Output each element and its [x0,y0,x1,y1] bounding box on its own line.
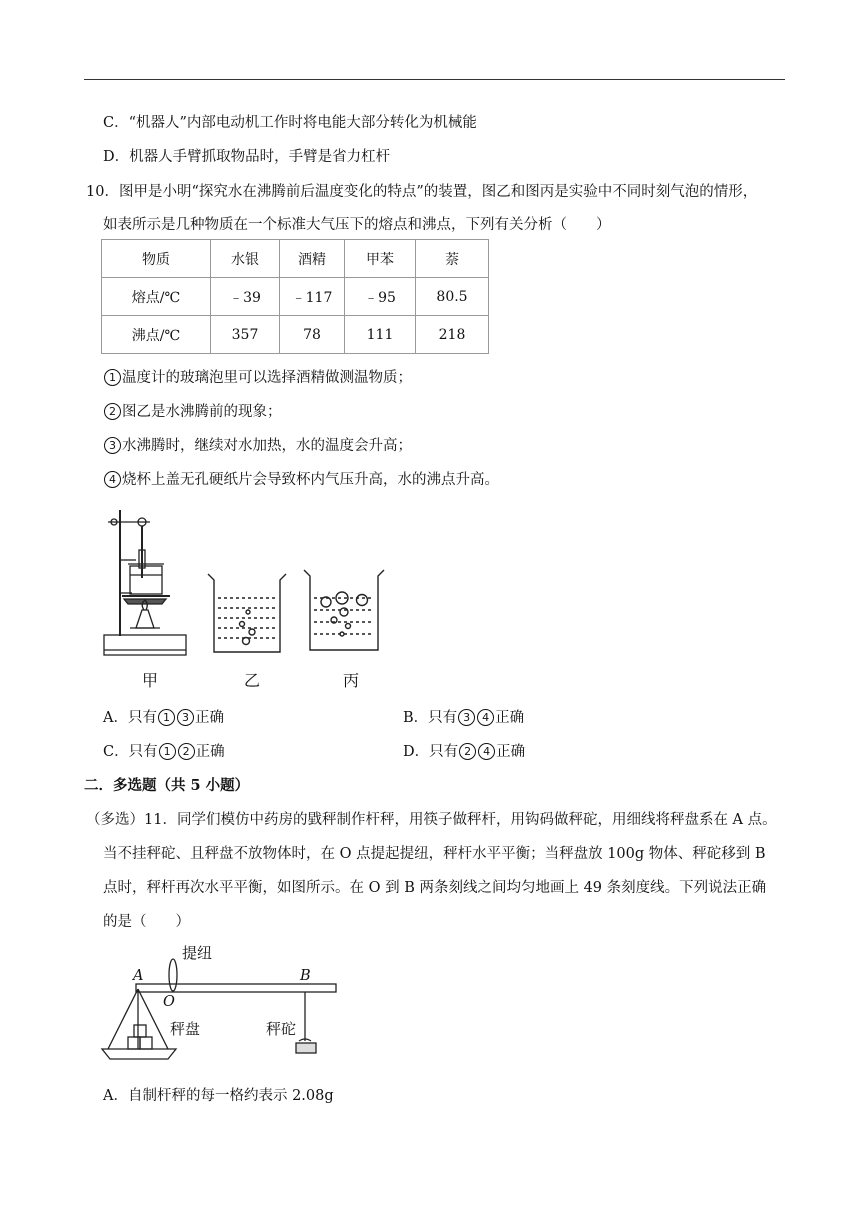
circled-number: 1 [104,369,121,386]
header-rule [84,79,785,80]
table-row [102,278,489,316]
figure-label-bing: 丙 [343,671,360,690]
statement-text: 温度计的玻璃泡里可以选择酒精做测温物质； [122,370,412,386]
statement-text: 图乙是水沸腾前的现象； [122,404,282,420]
table-header-cell: 水银 [211,240,280,278]
table-row [102,316,489,354]
table-cell: 熔点/℃ [102,278,211,316]
q9-option-d: D．机器人手臂抓取物品时，手臂是省力杠杆 [103,149,391,165]
q11-line1: （多选）11．同学们模仿中药房的戥秤制作杆秤，用筷子做秤杆，用钩码做秤砣，用细线将秤盘系在 A 点。 [86,812,777,828]
q10-option-b [403,706,524,727]
q11-line3: 点时，秤杆再次水平平衡，如图所示。在 O 到 B 两条刻线之间均匀地画上 49 条刻度线。下列说法正确 [103,880,767,896]
table-cell: ﹣95 [345,278,416,316]
label-point-o: O [163,994,175,1010]
option-suffix: 正确 [496,744,526,760]
option-prefix: D．只有 [403,744,459,760]
label-point-b: B [300,968,311,984]
label-point-a: A [133,968,144,984]
circled-number: 2 [459,743,476,760]
option-prefix: C．只有 [103,744,158,760]
circled-number: 3 [177,709,194,726]
circled-number: 4 [477,709,494,726]
label-chengtuo: 秤砣 [266,1020,297,1038]
table-cell: 沸点/℃ [102,316,211,354]
table-cell: 218 [416,316,489,354]
q11-line4: 的是（ ） [103,914,190,930]
option-suffix: 正确 [194,710,224,726]
beaker-yi [208,574,286,652]
q11-option-a: A．自制杆秤的每一格约表示 2.08g [103,1088,334,1104]
circled-number: 1 [158,709,175,726]
q10-option-d [403,740,525,761]
q9-option-c: C．“机器人”内部电动机工作时将电能大部分转化为机械能 [103,115,477,131]
table-header-cell: 物质 [102,240,211,278]
circled-number: 4 [478,743,495,760]
section-title: 二．多选题（共 5 小题） [84,777,250,794]
q10-stem-line2: 如表所示是几种物质在一个标准大气压下的熔点和沸点，下列有关分析（ ） [103,217,611,233]
figure-label-yi: 乙 [244,671,261,690]
boiling-experiment-figure [100,500,400,665]
table-cell: 78 [280,316,345,354]
table-header-row [102,240,489,278]
statement-2 [103,400,282,421]
statement-text: 水沸腾时，继续对水加热，水的温度会升高； [122,438,412,454]
q10-option-c [103,740,225,761]
circled-number: 3 [104,437,121,454]
table-cell: ﹣117 [280,278,345,316]
table-cell: 111 [345,316,416,354]
q10-stem-line1: 10．图甲是小明“探究水在沸腾前后温度变化的特点”的装置，图乙和图丙是实验中不同时刻气泡的情形， [86,184,758,200]
table-cell: 357 [211,316,280,354]
q11-line2: 当不挂秤砣、且秤盘不放物体时，在 O 点提起提纽，秤杆水平平衡；当秤盘放 100g 物体、秤砣移到 B [103,846,766,862]
statement-4 [103,468,499,489]
option-prefix: A．只有 [103,710,157,726]
table-header-cell: 酒精 [280,240,345,278]
q10-option-a [103,706,224,727]
circled-number: 2 [104,403,121,420]
melting-boiling-table [101,239,489,354]
steelyard-figure [100,945,340,1065]
table-header-cell: 萘 [416,240,489,278]
table-cell: ﹣39 [211,278,280,316]
label-tizu: 提纽 [182,944,213,962]
option-suffix: 正确 [195,744,225,760]
table-header-cell: 甲苯 [345,240,416,278]
table-cell: 80.5 [416,278,489,316]
circled-number: 4 [104,471,121,488]
option-suffix: 正确 [495,710,525,726]
circled-number: 3 [458,709,475,726]
label-chengpan: 秤盘 [170,1020,201,1038]
statement-3 [103,434,412,455]
beaker-bing [304,570,384,650]
option-prefix: B．只有 [403,710,458,726]
statement-1 [103,366,412,387]
apparatus-jia [104,510,186,655]
circled-number: 1 [159,743,176,760]
circled-number: 2 [178,743,195,760]
statement-text: 烧杯上盖无孔硬纸片会导致杯内气压升高，水的沸点升高。 [122,472,499,488]
figure-label-jia: 甲 [142,671,159,690]
